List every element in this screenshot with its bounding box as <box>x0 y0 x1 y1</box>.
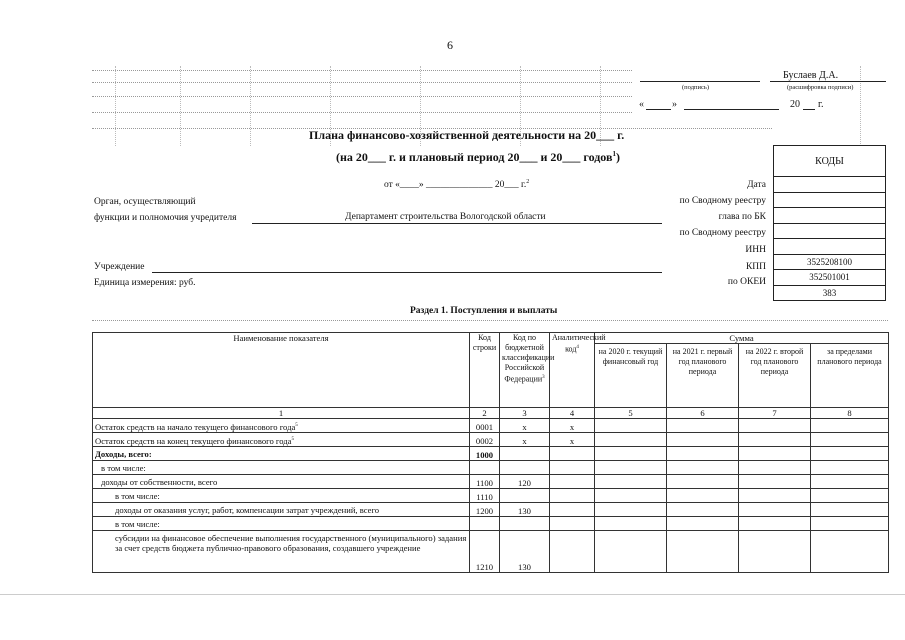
code-date <box>773 177 886 193</box>
row-sum-cell[interactable] <box>739 433 811 447</box>
approval-month-line <box>684 109 779 110</box>
row-analytic <box>550 489 595 503</box>
row-sum-cell[interactable] <box>595 531 667 573</box>
header-code-budget <box>500 333 555 408</box>
row-kbk: x <box>500 419 550 433</box>
row-name <box>93 517 470 531</box>
row-sum-cell[interactable] <box>667 447 739 461</box>
row-sum-cell[interactable] <box>667 419 739 433</box>
table-row <box>93 531 889 573</box>
row-sum-cell[interactable] <box>739 475 811 489</box>
label-okei: по ОКЕИ <box>727 277 766 287</box>
row-footnote: 5 <box>295 423 298 428</box>
row-sum-cell[interactable] <box>595 433 667 447</box>
row-code: 0001 <box>470 419 500 433</box>
row-name <box>93 503 470 517</box>
row-sum-cell[interactable] <box>811 433 889 447</box>
row-sum-cell[interactable] <box>811 517 889 531</box>
row-sum-cell[interactable] <box>811 489 889 503</box>
row-code: 1200 <box>470 503 500 517</box>
row-sum-cell[interactable] <box>667 433 739 447</box>
row-code: 1110 <box>470 489 500 503</box>
row-name <box>93 475 470 489</box>
row-sum-cell[interactable] <box>667 503 739 517</box>
row-sum-cell[interactable] <box>811 531 889 573</box>
scan-artifact-line <box>250 66 251 146</box>
row-sum-cell[interactable] <box>739 489 811 503</box>
label-svod1: по Сводному реестру <box>679 196 766 206</box>
row-sum-cell[interactable] <box>667 461 739 475</box>
row-sum-cell[interactable] <box>739 419 811 433</box>
approval-date-close: » <box>672 99 677 110</box>
row-sum-cell[interactable] <box>595 517 667 531</box>
header-name: Наименование показателя <box>93 333 470 408</box>
name-line <box>770 81 886 82</box>
plan-date <box>384 179 529 190</box>
row-sum-cell[interactable] <box>811 447 889 461</box>
col-number: 7 <box>739 408 811 419</box>
row-sum-cell[interactable] <box>595 503 667 517</box>
row-sum-cell[interactable] <box>667 489 739 503</box>
row-sum-cell[interactable] <box>739 447 811 461</box>
header-beyond: за пределами планового периода <box>811 344 889 408</box>
col-number: 5 <box>595 408 667 419</box>
codes-header: КОДЫ <box>773 145 886 177</box>
label-date: Дата <box>747 180 766 190</box>
header-code-budget-sup: 3 <box>542 375 545 380</box>
signature-line <box>640 81 760 82</box>
approval-year-line <box>803 109 815 110</box>
approval-day-line <box>646 109 671 110</box>
row-name-text: в том числе: <box>115 491 160 501</box>
label-organ: Орган, осуществляющий <box>94 197 196 207</box>
row-sum-cell[interactable] <box>595 475 667 489</box>
row-name-text: Остаток средств на начало текущего финансового года <box>95 421 296 432</box>
col-number: 2 <box>470 408 500 419</box>
row-name <box>93 461 470 475</box>
scan-artifact-line <box>92 96 632 97</box>
approval-year-suffix: г. <box>818 99 824 110</box>
row-analytic <box>550 475 595 489</box>
scan-artifact-line <box>115 66 116 146</box>
col-number: 3 <box>500 408 550 419</box>
row-name <box>93 419 470 433</box>
code-svod1 <box>773 193 886 209</box>
label-inn: ИНН <box>745 245 766 255</box>
row-kbk: x <box>500 433 550 447</box>
header-analytic <box>550 333 606 408</box>
code-glava <box>773 208 886 224</box>
table-row <box>93 419 889 433</box>
row-sum-cell[interactable] <box>739 503 811 517</box>
subtitle-footnote: 1 <box>612 150 616 158</box>
row-sum-cell[interactable] <box>811 419 889 433</box>
table-row <box>93 517 889 531</box>
row-analytic: x <box>550 433 595 447</box>
signature-caption: (подпись) <box>682 84 709 91</box>
row-sum-cell[interactable] <box>811 503 889 517</box>
codes-box <box>773 145 886 301</box>
row-kbk: 130 <box>500 531 550 573</box>
scan-artifact-line <box>180 66 181 146</box>
col-number: 1 <box>93 408 470 419</box>
row-analytic: x <box>550 419 595 433</box>
page-title: Плана финансово-хозяйственной деятельности на 20___ г. <box>309 128 625 142</box>
row-name <box>93 531 470 573</box>
approval-date-open: « <box>639 99 644 110</box>
row-sum-cell[interactable] <box>595 489 667 503</box>
row-sum-cell[interactable] <box>667 475 739 489</box>
scan-artifact-line <box>860 66 861 146</box>
table-row <box>93 503 889 517</box>
row-name-text: Доходы, всего: <box>95 449 152 459</box>
section-title: Раздел 1. Поступления и выплаты <box>410 306 558 316</box>
row-code: 1000 <box>470 447 500 461</box>
table-row <box>93 447 889 461</box>
row-kbk <box>500 447 550 461</box>
code-okei: 383 <box>773 286 886 302</box>
code-svod2 <box>773 224 886 240</box>
functions-value: Департамент строительства Вологодской области <box>345 212 546 222</box>
row-sum-cell[interactable] <box>811 461 889 475</box>
plan-date-footnote: 2 <box>526 179 530 185</box>
scan-artifact-line <box>92 70 632 71</box>
row-name-text: в том числе: <box>115 519 160 529</box>
scan-artifact-line <box>92 320 888 321</box>
header-2020: на 2020 г. текущий финансовый год <box>595 344 667 408</box>
approval-year-prefix: 20 <box>790 99 800 110</box>
row-sum-cell[interactable] <box>739 517 811 531</box>
row-kbk <box>500 517 550 531</box>
col-number: 4 <box>550 408 595 419</box>
row-code: 1210 <box>470 531 500 573</box>
table-row <box>93 489 889 503</box>
header-sum: Сумма <box>595 333 889 344</box>
row-name-text: в том числе: <box>101 463 146 473</box>
scan-artifact-line <box>92 82 632 83</box>
row-sum-cell[interactable] <box>739 531 811 573</box>
row-name <box>93 447 470 461</box>
label-institution: Учреждение <box>94 262 145 272</box>
code-kpp: 352501001 <box>773 270 886 286</box>
header-code-row: Код строки <box>470 333 500 408</box>
table-row <box>93 433 889 447</box>
decode-caption: (расшифровка подписи) <box>787 84 854 91</box>
institution-line <box>152 272 662 273</box>
row-sum-cell[interactable] <box>595 461 667 475</box>
functions-line <box>252 223 662 224</box>
row-kbk <box>500 489 550 503</box>
row-code <box>470 461 500 475</box>
row-name-text: доходы от собственности, всего <box>101 477 218 487</box>
row-kbk: 130 <box>500 503 550 517</box>
row-sum-cell[interactable] <box>739 461 811 475</box>
table-row <box>93 475 889 489</box>
row-analytic <box>550 503 595 517</box>
scan-artifact-line <box>92 112 632 113</box>
row-sum-cell[interactable] <box>667 517 739 531</box>
row-analytic <box>550 517 595 531</box>
label-functions: функции и полномочия учредителя <box>94 213 237 223</box>
page-number: 6 <box>447 38 453 52</box>
label-glava: глава по БК <box>718 212 766 222</box>
subtitle-close: ) <box>615 150 620 164</box>
row-sum-cell[interactable] <box>595 419 667 433</box>
col-number: 8 <box>811 408 889 419</box>
header-analytic-text: Аналитический код <box>552 333 606 354</box>
subtitle-text: (на 20___ г. и плановый период 20___ и 20___ годов <box>336 150 613 164</box>
row-sum-cell[interactable] <box>595 447 667 461</box>
code-inn: 3525208100 <box>773 255 886 271</box>
row-kbk: 120 <box>500 475 550 489</box>
page-subtitle <box>336 150 620 165</box>
row-code: 1100 <box>470 475 500 489</box>
row-sum-cell[interactable] <box>811 475 889 489</box>
row-kbk <box>500 461 550 475</box>
header-analytic-sup: 4 <box>576 345 579 350</box>
row-analytic <box>550 447 595 461</box>
code-blank <box>773 239 886 255</box>
row-name-text: субсидии на финансовое обеспечение выполнения государственного (муниципального) задания за счет средств бюджета публично-правового образования, создавшего учреждение <box>115 533 467 553</box>
row-code <box>470 517 500 531</box>
row-analytic <box>550 531 595 573</box>
header-2022: на 2022 г. второй год планового периода <box>739 344 811 408</box>
header-2021: на 2021 г. первый год планового периода <box>667 344 739 408</box>
row-name <box>93 433 470 447</box>
label-svod2: по Сводному реестру <box>679 228 766 238</box>
finance-table <box>92 332 889 573</box>
row-code: 0002 <box>470 433 500 447</box>
table-body <box>93 419 889 573</box>
label-unit: Единица измерения: руб. <box>94 278 196 288</box>
row-name-text: доходы от оказания услуг, работ, компенсации затрат учреждений, всего <box>115 505 380 515</box>
scan-artifact-line <box>0 594 905 595</box>
row-name <box>93 489 470 503</box>
approver-name: Буслаев Д.А. <box>783 70 839 81</box>
table-row <box>93 461 889 475</box>
plan-date-text: от «____» ______________ 20___ г. <box>384 180 527 191</box>
header-code-budget-text: Код по бюджетной классификации Российской Федерации <box>502 333 555 384</box>
label-kpp: КПП <box>745 262 766 272</box>
col-number: 6 <box>667 408 739 419</box>
row-footnote: 5 <box>291 437 294 442</box>
row-analytic <box>550 461 595 475</box>
row-name-text: Остаток средств на конец текущего финансового года <box>95 435 292 446</box>
row-sum-cell[interactable] <box>667 531 739 573</box>
